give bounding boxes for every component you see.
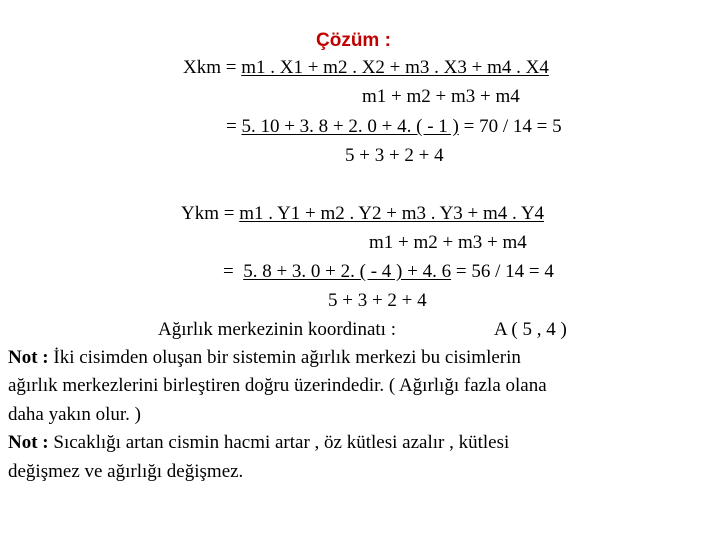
y-eq-prefix: = bbox=[223, 261, 244, 282]
x-numerator-line bbox=[183, 57, 549, 79]
y-denominator: m1 + m2 + m3 + m4 bbox=[369, 232, 527, 253]
x-substituted: 5. 10 + 3. 8 + 2. 0 + 4. ( - 1 ) bbox=[241, 116, 459, 137]
y-result: = 56 / 14 = 4 bbox=[451, 261, 554, 282]
note2-line-2: değişmez ve ağırlığı değişmez. bbox=[8, 461, 244, 482]
note1-line-3: daha yakın olur. ) bbox=[8, 404, 141, 425]
x-eq-prefix: = bbox=[226, 116, 242, 137]
note1-label: Not : bbox=[8, 347, 49, 368]
note2-label: Not : bbox=[8, 432, 49, 453]
note2-text-1: Sıcaklığı artan cismin hacmi artar , öz kütlesi azalır , kütlesi bbox=[48, 432, 510, 453]
x-numerator: m1 . X1 + m2 . X2 + m3 . X3 + m4 . X4 bbox=[241, 57, 549, 78]
solution-title: Çözüm : bbox=[316, 30, 391, 51]
note1-line-2: ağırlık merkezlerini birleştiren doğru üzerindedir. ( Ağırlığı fazla olana bbox=[8, 375, 547, 396]
x-substitution-line bbox=[226, 116, 562, 138]
x-denominator: m1 + m2 + m3 + m4 bbox=[362, 86, 520, 107]
note1-text-1: İki cisimden oluşan bir sistemin ağırlık merkezi bu cisimlerin bbox=[48, 347, 521, 368]
note1-line-1 bbox=[8, 347, 521, 369]
y-substituted: 5. 8 + 3. 0 + 2. ( - 4 ) + 4. 6 bbox=[243, 261, 452, 282]
coord-value: A ( 5 , 4 ) bbox=[494, 319, 567, 340]
x-lhs: Xkm = bbox=[183, 57, 242, 78]
note2-line-1 bbox=[8, 432, 509, 454]
coord-label: Ağırlık merkezinin koordinatı : bbox=[158, 319, 396, 340]
x-mass-sum: 5 + 3 + 2 + 4 bbox=[345, 145, 444, 166]
x-result: = 70 / 14 = 5 bbox=[458, 116, 562, 137]
y-numerator: m1 . Y1 + m2 . Y2 + m3 . Y3 + m4 . Y4 bbox=[239, 203, 545, 224]
y-numerator-line bbox=[181, 203, 544, 225]
y-substitution-line bbox=[223, 261, 554, 283]
y-lhs: Ykm = bbox=[181, 203, 240, 224]
y-mass-sum: 5 + 3 + 2 + 4 bbox=[328, 290, 427, 311]
